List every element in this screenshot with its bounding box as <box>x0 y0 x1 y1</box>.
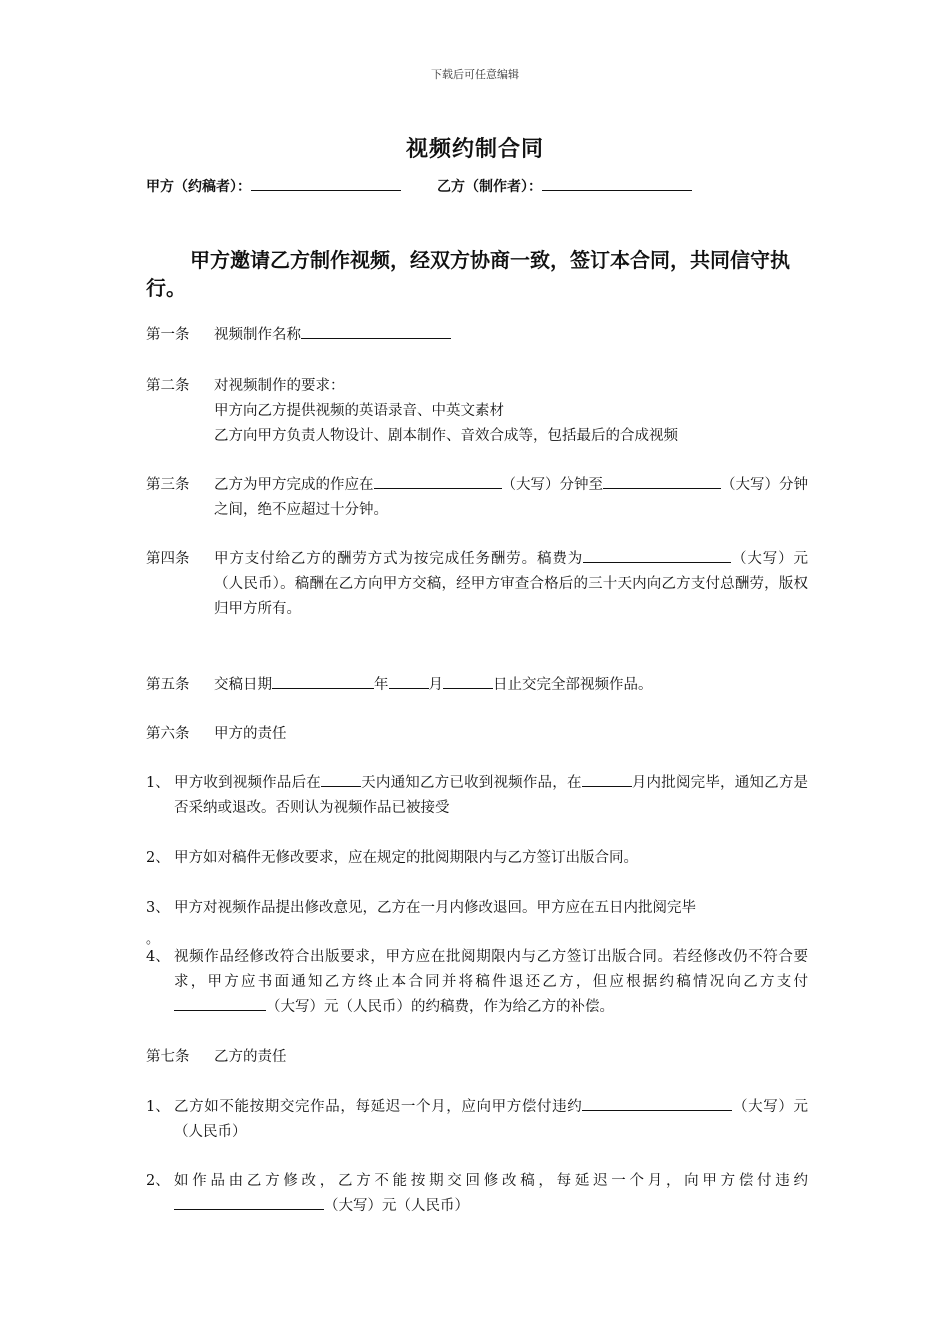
duration-max-blank[interactable] <box>603 474 721 489</box>
clause-1 <box>146 323 808 348</box>
penalty-blank[interactable] <box>582 1096 732 1111</box>
item-part: 月内批阅完毕，通知乙方是否采纳或退改。否则认为视频作品已被接受 <box>174 775 809 816</box>
revision-penalty-blank[interactable] <box>174 1195 324 1210</box>
parties-line <box>146 176 692 196</box>
clause-7-text: 乙方的责任 <box>214 1049 287 1065</box>
clause-6-item-1 <box>146 771 808 821</box>
header-note: 下载后可任意编辑 <box>431 68 519 81</box>
clause-6 <box>146 722 808 747</box>
item-number: 2、 <box>146 850 170 866</box>
clause-3-part-1: 乙方为甲方完成的作应在 <box>214 477 374 493</box>
clause-4-part-2: （大写）元（人民币）。稿酬在乙方向甲方交稿，经甲方审查合格后的三十天内向乙方支付总酬劳，版权归甲方所有。 <box>214 551 809 617</box>
party-b-blank[interactable] <box>542 176 692 191</box>
clause-3 <box>146 473 808 523</box>
clause-number: 第五条 <box>146 677 190 693</box>
item-number: 2、 <box>146 1173 170 1189</box>
clause-1-text: 视频制作名称 <box>214 327 301 343</box>
intro-paragraph: 甲方邀请乙方制作视频，经双方协商一致，签订本合同，共同信守执行。 <box>146 248 790 300</box>
item-part: （大写）元（人民币） <box>324 1198 469 1214</box>
item-part: 乙方如不能按期交完作品，每延迟一个月，应向甲方偿付违约 <box>174 1099 583 1115</box>
months-blank[interactable] <box>582 772 632 787</box>
day-blank[interactable] <box>443 674 493 689</box>
clause-7-item-1 <box>146 1095 808 1145</box>
year-blank[interactable] <box>272 674 374 689</box>
clause-7 <box>146 1045 808 1070</box>
item-part: 甲方对视频作品提出修改意见，乙方在一月内修改退回。甲方应在五日内批阅完毕 <box>174 900 696 916</box>
clause-6-item-4 <box>146 945 808 1020</box>
clause-number: 第四条 <box>146 551 190 567</box>
clause-number: 第二条 <box>146 378 190 394</box>
clause-6-text: 甲方的责任 <box>214 726 287 742</box>
item-part: （大写）元（人民币）的约稿费，作为给乙方的补偿。 <box>266 999 614 1015</box>
clause-2 <box>146 374 808 449</box>
fee-blank[interactable] <box>583 548 731 563</box>
month-blank[interactable] <box>389 674 429 689</box>
clause-number: 第六条 <box>146 726 190 742</box>
clause-2-line-1: 对视频制作的要求： <box>214 378 345 394</box>
clause-number: 第七条 <box>146 1049 190 1065</box>
contract-title: 视频约制合同 <box>405 136 544 162</box>
item-part: （大写）元（人民币） <box>174 1099 808 1140</box>
clause-4 <box>146 547 808 622</box>
clause-3-part-2: （大写）分钟至 <box>501 477 603 493</box>
stray-punctuation: 。 <box>146 932 160 947</box>
duration-min-blank[interactable] <box>374 474 502 489</box>
item-part: 甲方如对稿件无修改要求，应在规定的批阅期限内与乙方签订出版合同。 <box>174 850 638 866</box>
clause-6-item-2 <box>146 846 808 871</box>
clause-number: 第三条 <box>146 477 190 493</box>
clause-4-part-1: 甲方支付给乙方的酬劳方式为按完成任务酬劳。稿费为 <box>214 551 584 567</box>
item-number: 1、 <box>146 775 170 791</box>
year-label: 年 <box>374 677 389 693</box>
video-name-blank[interactable] <box>301 324 451 339</box>
item-part: 如作品由乙方修改，乙方不能按期交回修改稿，每延迟一个月，向甲方偿付违约 <box>174 1173 808 1189</box>
clause-5-part-4: 日止交完全部视频作品。 <box>493 677 653 693</box>
item-part: 天内通知乙方已收到视频作品，在 <box>360 775 582 791</box>
item-part: 甲方收到视频作品后在 <box>174 775 321 791</box>
compensation-blank[interactable] <box>174 996 266 1011</box>
item-number: 1、 <box>146 1099 170 1115</box>
clause-6-item-3 <box>146 896 808 921</box>
clause-7-item-2 <box>146 1169 808 1219</box>
clause-5 <box>146 673 808 698</box>
item-part: 视频作品经修改符合出版要求，甲方应在批阅期限内与乙方签订出版合同。若经修改仍不符合要求，甲方应书面通知乙方终止本合同并将稿件退还乙方，但应根据约稿情况向乙方支付 <box>174 949 808 990</box>
item-number: 4、 <box>146 949 170 965</box>
clause-3-part-3: （大写）分钟之间，绝不应超过十分钟。 <box>214 477 808 518</box>
clause-2-line-3: 乙方向甲方负责人物设计、剧本制作、音效合成等，包括最后的合成视频 <box>214 428 678 444</box>
item-number: 3、 <box>146 900 170 916</box>
clause-5-part-1: 交稿日期 <box>214 677 272 693</box>
month-label: 月 <box>428 677 443 693</box>
party-b-label: 乙方（制作者）： <box>437 179 542 195</box>
party-a-label: 甲方（约稿者）： <box>146 179 251 195</box>
clause-2-line-2: 甲方向乙方提供视频的英语录音、中英文素材 <box>214 403 504 419</box>
days-blank[interactable] <box>321 772 361 787</box>
clause-number: 第一条 <box>146 327 190 343</box>
party-a-blank[interactable] <box>251 176 401 191</box>
